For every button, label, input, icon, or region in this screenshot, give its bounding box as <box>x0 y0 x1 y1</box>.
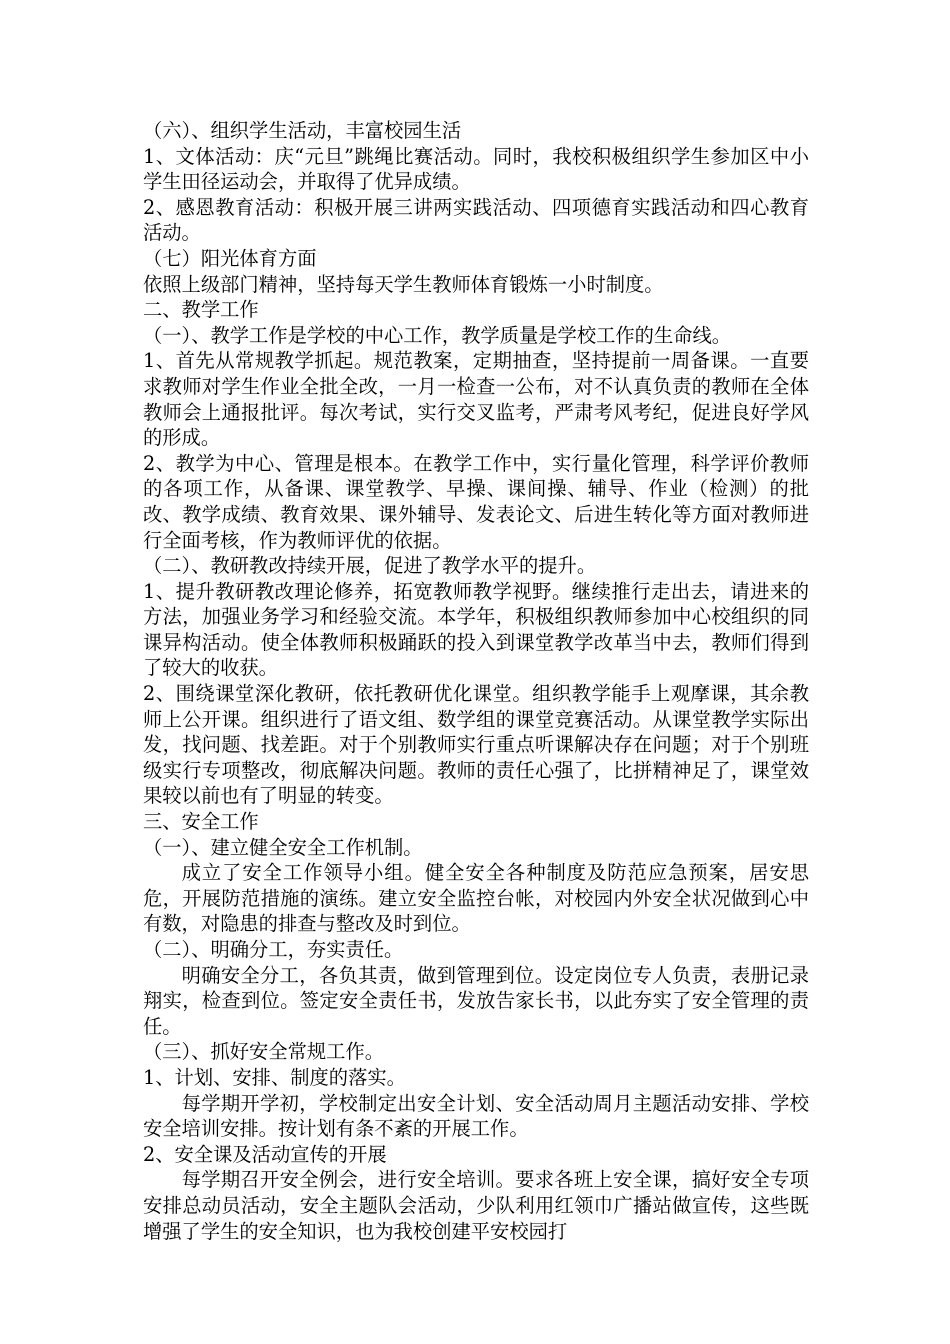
document-body <box>143 118 809 1244</box>
paragraph-safety-division: 明确安全分工，各负其责，做到管理到位。设定岗位专人负责，表册记录翔实，检查到位。签定安全责任书，发放告家长书，以此夯实了安全管理的责任。 <box>143 963 809 1038</box>
item-heading-plans: 1、计划、安排、制度的落实。 <box>143 1065 406 1089</box>
paragraph-gratitude-education: 2、感恩教育活动：积极开展三讲两实践活动、四项德育实践活动和四心教育活动。 <box>143 195 809 245</box>
paragraph-routine-teaching: 1、首先从常规教学抓起。规范教案，定期抽查，坚持提前一周备课。一直要求教师对学生作业全批全改，一月一检查一公布，对不认真负责的教师在全体教师会上通报批评。每次考试，实行交叉监考，严肃考风考纪，促进良好学风的形成。 <box>143 349 809 450</box>
paragraph-sports-activities: 1、文体活动：庆“元旦”跳绳比赛活动。同时，我校积极组织学生参加区中小学生田径运动会，并取得了优异成绩。 <box>143 144 809 194</box>
paragraph-teaching-management: 2、教学为中心、管理是根本。在教学工作中，实行量化管理，科学评价教师的各项工作，从备课、课堂教学、早操、课间操、辅导、作业（检测）的批改、教学成绩、教育效果、课外辅导、发表论文、后进生转化等方面对教师进行全面考核，作为教师评优的依据。 <box>143 451 809 552</box>
subsection-heading-division: （二）、明确分工，夯实责任。 <box>143 938 404 961</box>
paragraph-safety-plans: 每学期开学初，学校制定出安全计划、安全活动周月主题活动安排、学校安全培训安排。按计划有条不紊的开展工作。 <box>143 1091 809 1141</box>
chapter-heading-teaching: 二、教学工作 <box>143 298 259 322</box>
section-heading-seven: （七）阳光体育方面 <box>143 246 317 270</box>
paragraph-safety-leadership: 成立了安全工作领导小组。健全安全各种制度及防范应急预案，居安思危，开展防范措施的演练。建立安全监控台帐，对校园内外安全状况做到心中有数，对隐患的排查与整改及时到位。 <box>143 861 809 936</box>
subsection-heading-research: （二）、教研教改持续开展，促进了教学水平的提升。 <box>143 554 597 578</box>
paragraph-safety-lessons: 每学期召开安全例会，进行安全培训。要求各班上安全课，搞好安全专项安排总动员活动，安全主题队会活动，少队利用红领巾广播站做宣传，这些既增强了学生的安全知识，也为我校创建平安校园打 <box>143 1168 809 1243</box>
subsection-heading-teaching-center: （一）、教学工作是学校的中心工作，教学质量是学校工作的生命线。 <box>143 323 732 347</box>
subsection-heading-safety-routine: （三）、抓好安全常规工作。 <box>143 1040 385 1064</box>
chapter-heading-safety: 三、安全工作 <box>143 810 259 834</box>
paragraph-research-theory: 1、提升教研教改理论修养，拓宽教师教学视野。继续推行走出去，请进来的方法，加强业务学习和经验交流。本学年，积极组织教师参加中心校组织的同课异构活动。使全体教师积极踊跃的投入到课堂教学改革当中去，教师们得到了较大的收获。 <box>143 579 809 680</box>
paragraph-sunshine-sports: 依照上级部门精神，坚持每天学生教师体育锻炼一小时制度。 <box>143 272 664 296</box>
section-heading-six: （六）、组织学生活动，丰富校园生活 <box>143 119 462 142</box>
subsection-heading-safety-mechanism: （一）、建立健全安全工作机制。 <box>143 835 423 859</box>
paragraph-classroom-research: 2、围绕课堂深化教研，依托教研优化课堂。组织教学能手上观摩课，其余教师上公开课。组织进行了语文组、数学组的课堂竞赛活动。从课堂教学实际出发，找问题、找差距。对于个别教师实行重点听课解决存在问题；对于个别班级实行专项整改，彻底解决问题。教师的责任心强了，比拼精神足了，课堂效果较以前也有了明显的转变。 <box>143 682 809 808</box>
item-heading-safety-lessons: 2、安全课及活动宣传的开展 <box>143 1142 387 1166</box>
